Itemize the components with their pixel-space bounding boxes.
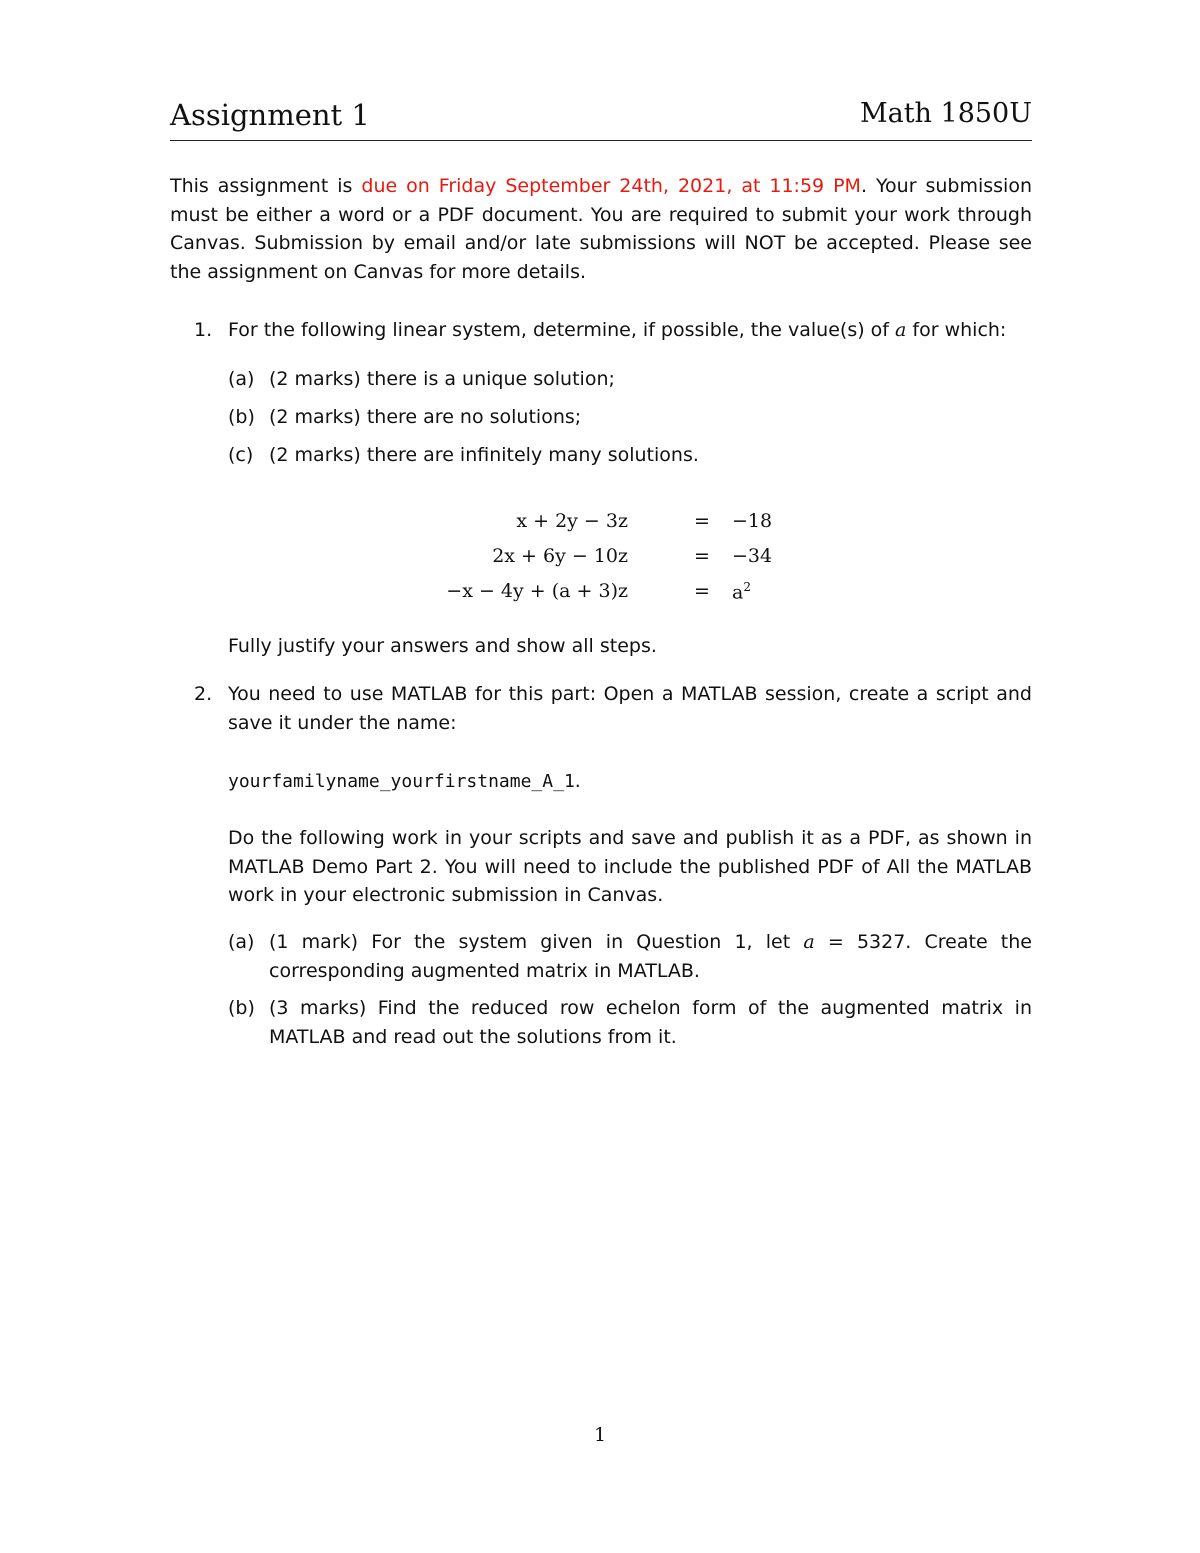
equals-sign: = — [694, 580, 710, 602]
q2-part-a-label: (a) — [228, 931, 255, 953]
question-2 — [170, 680, 1032, 737]
equation-lhs: −x − 4y + (a + 3)z — [446, 580, 628, 602]
equation-row — [440, 580, 800, 615]
page-header — [170, 96, 1032, 141]
equation-lhs: 2x + 6y − 10z — [492, 545, 628, 567]
course-code: Math 1850U — [859, 98, 1032, 129]
q1-prompt-start: For the following linear system, determine, if possible, the value(s) of — [228, 319, 896, 341]
linear-system — [440, 510, 800, 615]
question-1-part-c — [170, 441, 1032, 470]
q2-part-b-text: (3 marks) Find the reduced row echelon form of the augmented matrix in MATLAB and read out the solutions from it. — [269, 997, 1032, 1048]
q2-part-a-end: = 5327. Create the corresponding augmented matrix in MATLAB. — [269, 931, 1032, 982]
q2-variable: a — [803, 931, 815, 953]
q1-prompt-end: for which: — [906, 319, 1007, 341]
q1-closing-text: Fully justify your answers and show all steps. — [228, 635, 657, 657]
q2-instructions-text: Do the following work in your scripts and save and publish it as a PDF, as shown in MATLAB Demo Part 2. You will need to include the published PDF of All the MATLAB work in your electronic submission in Canvas. — [228, 827, 1032, 906]
question-1-number: 1. — [194, 319, 213, 341]
question-1-part-b — [170, 403, 1032, 432]
intro-text-start: This assignment is — [170, 175, 362, 197]
q2-part-b-label: (b) — [228, 997, 255, 1019]
question-1-part-a — [170, 365, 1032, 394]
question-2-part-a — [170, 928, 1032, 985]
q1-variable: a — [895, 319, 907, 341]
filename-period: . — [574, 770, 581, 792]
q2-part-a-start: (1 mark) For the system given in Question 1, let — [269, 931, 804, 953]
q2-part-a-text — [269, 928, 1032, 985]
question-1-closing — [170, 632, 1032, 661]
assignment-title: Assignment 1 — [170, 98, 370, 132]
equation-rhs-exponent: 2 — [743, 580, 751, 594]
page-number: 1 — [593, 1424, 607, 1446]
equation-rhs: −34 — [732, 545, 773, 567]
question-2-number: 2. — [194, 683, 213, 705]
q1-part-a-text: (2 marks) there is a unique solution; — [269, 368, 615, 390]
intro-paragraph — [170, 172, 1032, 286]
q1-part-b-text: (2 marks) there are no solutions; — [269, 406, 582, 428]
script-filename: yourfamilyname_yourfirstname_A_1 — [228, 771, 575, 792]
question-2-prompt: You need to use MATLAB for this part: Open a MATLAB session, create a script and save it under the name: — [228, 683, 1032, 734]
question-1 — [170, 316, 1032, 345]
equation-lhs: x + 2y − 3z — [516, 510, 628, 532]
q1-part-b-label: (b) — [228, 406, 255, 428]
equation-row — [440, 510, 800, 545]
equation-rhs — [732, 580, 751, 603]
equation-rhs-base: a — [732, 581, 744, 604]
equals-sign: = — [694, 545, 710, 567]
due-date-text: due on Friday September 24th, 2021, at 11:59 PM — [361, 175, 861, 197]
question-2-instructions — [170, 824, 1032, 910]
q1-part-c-label: (c) — [228, 444, 254, 466]
q1-part-a-label: (a) — [228, 368, 255, 390]
q1-part-c-text: (2 marks) there are infinitely many solutions. — [269, 444, 699, 466]
equation-rhs: −18 — [732, 510, 773, 532]
question-2-part-b — [170, 994, 1032, 1051]
intro-text-end: . Your submission must be either a word or a PDF document. You are required to submit your work through Canvas. Submission by email and/or late submissions will NOT be accepted. Please see the assignment on Canvas for more details. — [170, 175, 1033, 283]
question-1-prompt — [228, 316, 1032, 345]
equation-row — [440, 545, 800, 580]
equals-sign: = — [694, 510, 710, 532]
filename-line — [170, 767, 1032, 797]
